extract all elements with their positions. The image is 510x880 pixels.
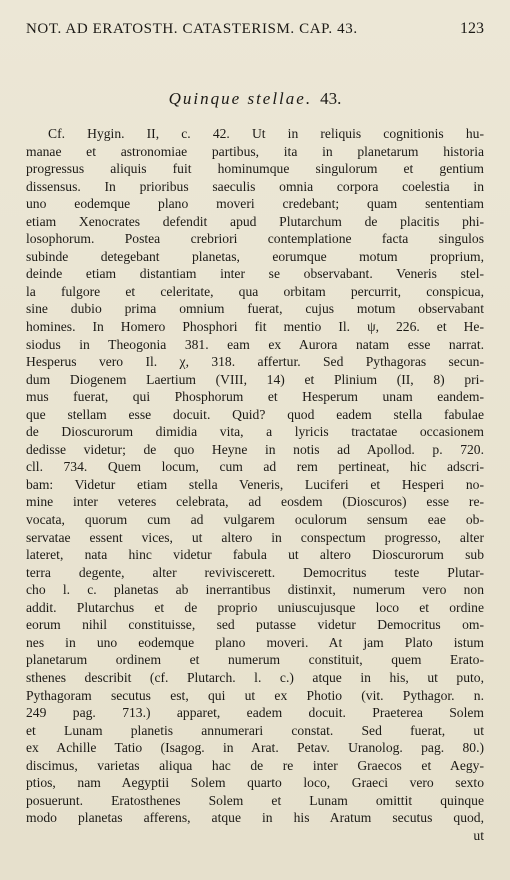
text-line: Hesperus vero Il. χ, 318. affertur. Sed Pythagoras secun- (26, 354, 484, 370)
text-line: modo planetas afferens, atque in his Aratum secutus quod, (26, 810, 484, 826)
text-line: que stellam esse docuit. Quid? quod eadem stella fabulae (26, 406, 484, 422)
text-line: deinde etiam distantiam inter se observabant. Veneris stel- (26, 266, 484, 282)
body-text (26, 125, 484, 844)
text-line: mine inter veteres celebrata, ad eosdem (Dioscuros) esse re- (26, 494, 484, 510)
page-number: 123 (460, 20, 484, 37)
text-line: progressus aliquis fuit hominumque singulorum et gentium (26, 161, 484, 177)
text-line: vocata, quorum cum ad vulgarem oculorum sensum eae ob- (26, 512, 484, 528)
text-line: addit. Plutarchus et de proprio uniuscujusque loco et ordine (26, 599, 484, 615)
running-head (26, 20, 484, 44)
text-line: terra degente, alter reviviscerett. Democritus teste Plutar- (26, 564, 484, 580)
text-line: Cf. Hygin. II, c. 42. Ut in reliquis cognitionis hu- (48, 126, 484, 141)
text-line: la fulgore et celeritate, qua orbitam percurrit, conspicua, (26, 283, 484, 299)
text-line: bam: Videtur etiam stella Veneris, Luciferi et Hesperi no- (26, 476, 484, 492)
text-line: losophorum. Postea crebriori contemplatione facta singulos (26, 231, 484, 247)
text-line: subinde detegebant planetas, eorumque motum proprium, (26, 248, 484, 264)
section-number: 43. (320, 89, 342, 108)
text-line: uno eodemque plano moveri credebant; quam sententiam (26, 196, 484, 212)
text-line: posuerunt. Eratosthenes Solem et Lunam omittit quinque (26, 792, 484, 808)
text-line: nes in uno eodemque plano moveri. At jam Plato istum (26, 634, 484, 650)
text-line: etiam Xenocrates defendit apud Plutarchum de placitis phi- (26, 213, 484, 229)
text-line: dum Diogenem Laertium (VIII, 14) et Plinium (II, 8) pri- (26, 371, 484, 387)
text-line: eorum nihil constituisse, sed putasse videtur Democritus om- (26, 617, 484, 633)
text-line: ex Achille Tatio (Isagog. in Arat. Petav. Uranolog. pag. 80.) (26, 740, 484, 756)
text-line: mus fuerat, qui Phosphorum et Hesperum unam eandem- (26, 389, 484, 405)
section-title: Quinque stellae. (168, 89, 313, 108)
section-heading (26, 89, 484, 111)
text-line: siodus in Theogonia 381. eam ex Aurora natam esse narrat. (26, 336, 484, 352)
text-line: cll. 734. Quem locum, cum ad rem pertineat, hic adscri- (26, 459, 484, 475)
text-line: 249 pag. 713.) apparet, eadem docuit. Praeterea Solem (26, 705, 484, 721)
text-line: ut (473, 827, 484, 843)
text-line: ptios, nam Aegyptii Solem quarto loco, Graeci vero sexto (26, 775, 484, 791)
text-line: manae et astronomiae partibus, ita in planetarum historia (26, 143, 484, 159)
text-line: planetarum ordinem et numerum constituit, quem Erato- (26, 652, 484, 668)
text-line: servatae essent vices, ut altero in conspectum progresso, alter (26, 529, 484, 545)
text-line: de Dioscurorum dimidia vita, a lyricis tractatae occasionem (26, 424, 484, 440)
text-line: homines. In Homero Phosphori fit mentio Il. ψ, 226. et He- (26, 319, 484, 335)
text-line: dedisse videtur; de quo Heyne in notis ad Apollod. p. 720. (26, 441, 484, 457)
text-line: Pythagoram secutus est, qui ut ex Photio (vit. Pythagor. n. (26, 687, 484, 703)
text-line: discimus, varietas aliqua hac de re inter Graecos et Aegy- (26, 757, 484, 773)
text-line: sine dubio prima omnium fuerat, cujus motum observabant (26, 301, 484, 317)
running-head-title: NOT. AD ERATOSTH. CATASTERISM. CAP. 43. (26, 21, 358, 37)
text-line: et Lunam planetis annumerari constat. Sed fuerat, ut (26, 722, 484, 738)
text-line: sthenes describit (cf. Plutarch. l. c.) atque in his, ut puto, (26, 669, 484, 685)
text-line: cho l. c. planetas ab inerrantibus distinxit, numerum vero non (26, 582, 484, 598)
text-line: dissensus. In prioribus saeculis omnia corpora coelestia in (26, 178, 484, 194)
text-line: lateret, nata hinc videtur fabula ut altero Dioscurorum sub (26, 547, 484, 563)
